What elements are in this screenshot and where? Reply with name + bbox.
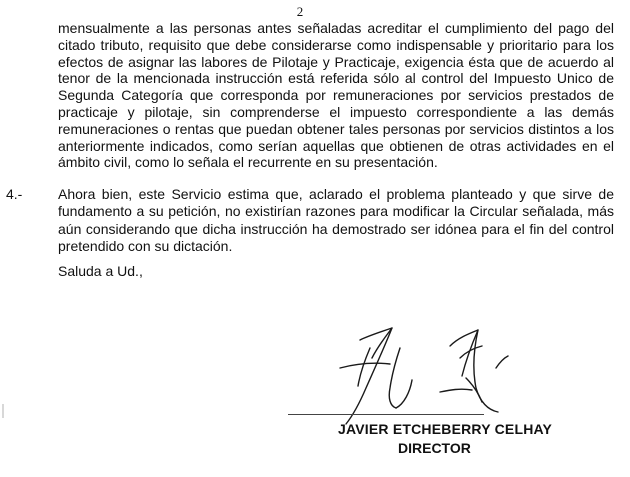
signer-title: DIRECTOR xyxy=(398,440,471,456)
closing-salutation: Saluda a Ud., xyxy=(58,263,143,279)
signature-line xyxy=(288,414,484,415)
signer-name: JAVIER ETCHEBERRY CELHAY xyxy=(338,421,553,437)
handwritten-signature xyxy=(300,318,520,428)
page-number: 2 xyxy=(296,4,304,19)
paragraph-item-4: Ahora bien, este Servicio estima que, aclarado el problema planteado y que sirve de fundamento a su petición, no existirían razones para modificar la Circular señalada, más aún considerando que dicha instrucción ha demostrado ser idónea para el fin del control pretendido con su dictación. xyxy=(58,186,614,254)
margin-mark xyxy=(2,404,4,418)
paragraph-continued: mensualmente a las personas antes señaladas acreditar el cumplimiento del pago del citado tributo, requisito que debe considerarse como indispensable y prioritario para los efectos de asignar las labores de Pilotaje y Practicaje, exigencia ésta que de acuerdo al tenor de la mencionada instrucción está referida sólo al control del Impuesto Unico de Segunda Categoría que corresponda por remuneraciones por servicios prestados de practicaje y pilotaje, sin comprenderse el impuesto correspondiente a las demás remuneraciones o rentas que puedan obtener tales personas por servicios distintos a los anteriormente indicados, como serían aquellas que obtienen de otras actividades en el ámbito civil, como lo señala el recurrente en su presentación. xyxy=(58,20,614,171)
item-number: 4.- xyxy=(6,186,23,202)
